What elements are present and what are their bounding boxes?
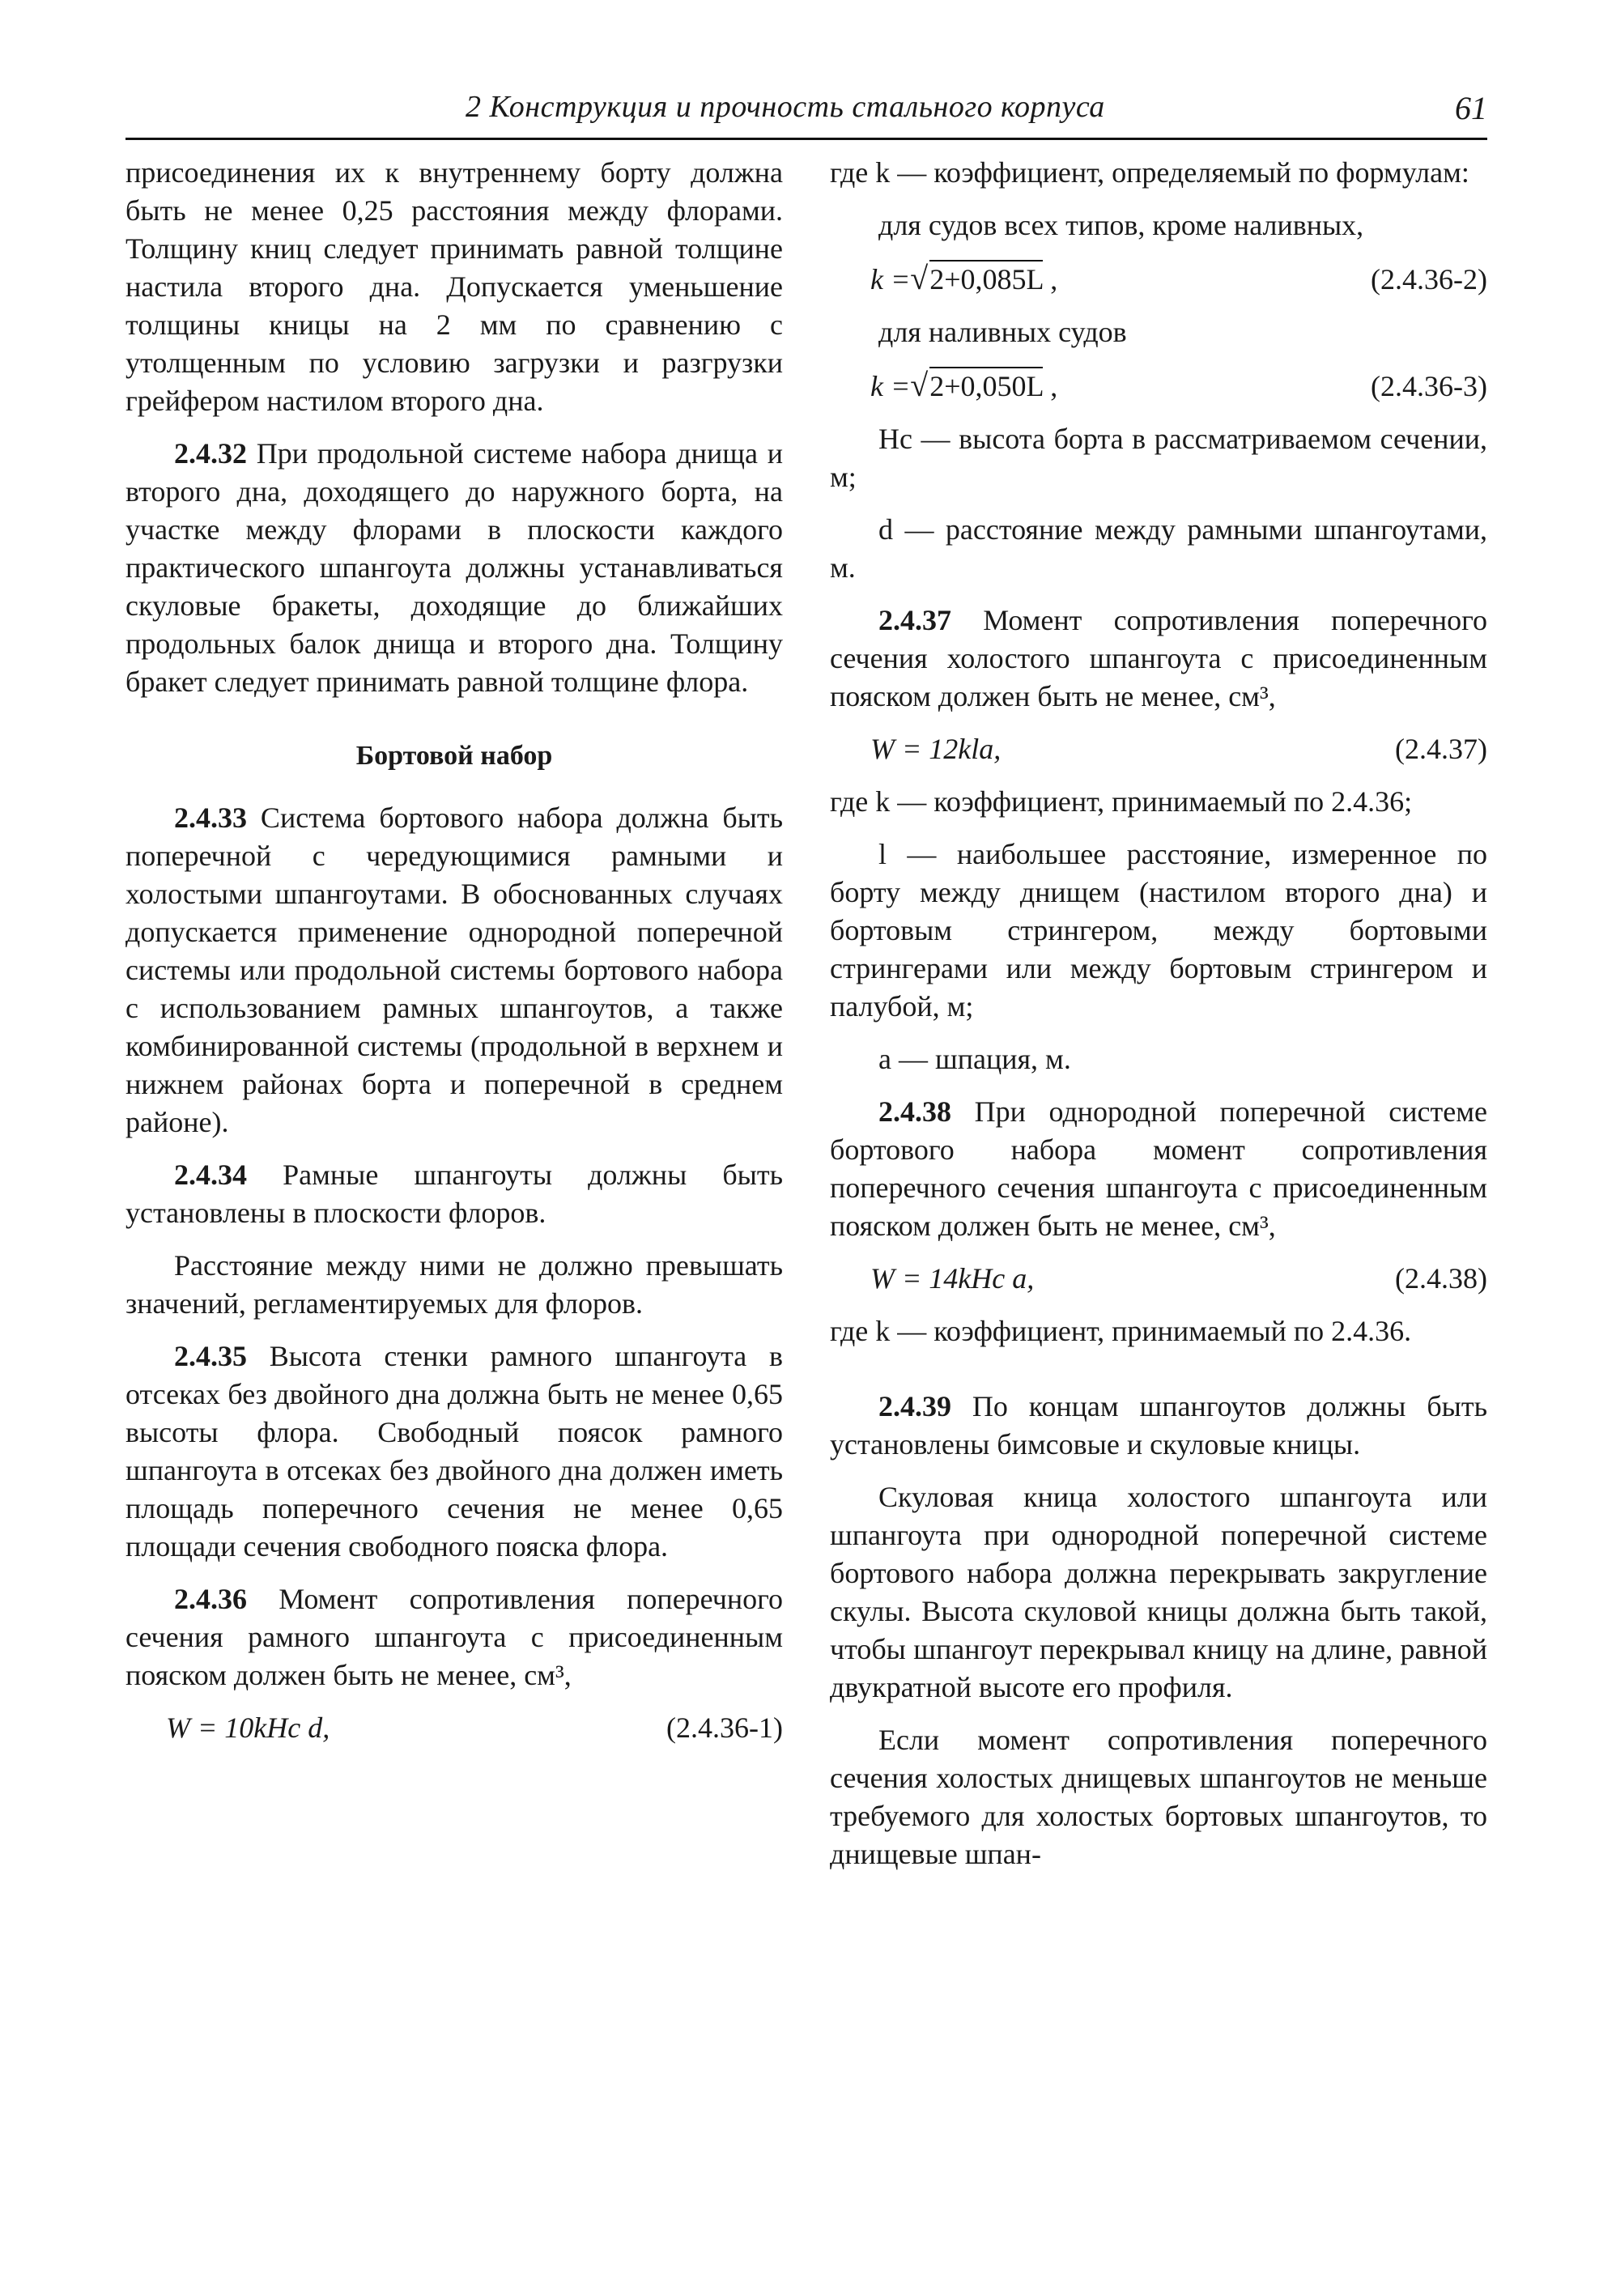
formula-lhs: k =: [870, 263, 911, 296]
section-2-4-33: [125, 799, 783, 1142]
section-number: 2.4.32: [174, 437, 247, 470]
left-column: [125, 154, 783, 1762]
paragraph: для судов всех типов, кроме наливных,: [878, 209, 1364, 241]
formula-2-4-36-2: [830, 259, 1487, 299]
definition: где k — коэффициент, принимаемый по 2.4.36;: [830, 785, 1413, 818]
formula-radicand: 2+0,085L: [929, 260, 1043, 296]
paragraph: Если момент сопротивления поперечного сечения холостых днищевых шпангоутов не меньше требуемого для холостых бортовых шпангоутов, то днищевые шпан-: [830, 1724, 1487, 1870]
section-text: По концам шпангоутов должны быть установлены бимсовые и скуловые кницы.: [830, 1390, 1487, 1461]
section-text: Момент сопротивления поперечного сечения холостого шпангоута с присоединенным пояском должен быть не менее, см³,: [830, 604, 1487, 712]
chapter-title: 2 Конструкция и прочность стального корпуса: [466, 90, 1105, 124]
definition: l — наибольшее расстояние, измеренное по борту между днищем (настилом второго дна) и бортовым стрингером, между бортовыми стрингерами или между бортовым стрингером и палубой, м;: [830, 838, 1487, 1023]
section-2-4-34: [125, 1156, 783, 1232]
section-2-4-38: [830, 1093, 1487, 1245]
formula-expression: W = 14kHс a,: [870, 1262, 1035, 1295]
section-number: 2.4.37: [878, 604, 951, 636]
formula-number: (2.4.36-1): [666, 1711, 783, 1744]
formula-expression: W = 12kla,: [870, 733, 1002, 765]
formula-radicand: 2+0,050L: [929, 367, 1043, 402]
definition: d — расстояние между рамными шпангоутами, м.: [830, 513, 1487, 584]
definition: где k — коэффициент, принимаемый по 2.4.36.: [830, 1315, 1412, 1347]
section-number: 2.4.39: [878, 1390, 951, 1422]
paragraph: Расстояние между ними не должно превышать значений, регламентируемых для флоров.: [125, 1249, 783, 1320]
section-2-4-32: [125, 435, 783, 701]
section-number: 2.4.35: [174, 1340, 247, 1372]
formula-2-4-36-1: [125, 1709, 783, 1747]
definition: Hс — высота борта в рассматриваемом сечении, м;: [830, 423, 1487, 493]
right-column: [830, 154, 1487, 1888]
formula-number: (2.4.36-3): [1371, 370, 1487, 402]
section-text: Высота стенки рамного шпангоута в отсеках без двойного дна должна быть не менее 0,65 высоты флора. Свободный поясок рамного шпангоута в отсеках без двойного дна должен иметь площадь поперечного сечения не менее 0,65 площади сечения свободного пояска флора.: [125, 1340, 783, 1563]
paragraph: где k — коэффициент, определяемый по формулам:: [830, 156, 1469, 189]
section-number: 2.4.34: [174, 1159, 247, 1191]
section-number: 2.4.36: [174, 1583, 247, 1615]
formula-expression: W = 10kHс d,: [166, 1711, 330, 1744]
section-2-4-37: [830, 602, 1487, 716]
paragraph: Скуловая кница холостого шпангоута или шпангоута при однородной поперечной системе бортового набора должна перекрывать закругление скулы. Высота скуловой кницы должна быть такой, чтобы шпангоут перекрывал кницу на длине, равной двукратной высоте его профиля.: [830, 1481, 1487, 1703]
formula-tail: ,: [1043, 263, 1058, 296]
section-text: Рамные шпангоуты должны быть установлены в плоскости флоров.: [125, 1159, 783, 1229]
formula-number: (2.4.37): [1395, 733, 1487, 765]
section-number: 2.4.33: [174, 801, 247, 834]
running-header: [125, 87, 1487, 140]
paragraph: для наливных судов: [878, 316, 1127, 348]
formula-number: (2.4.36-2): [1371, 263, 1487, 296]
formula-expression: [830, 366, 1057, 406]
section-2-4-36: [125, 1580, 783, 1694]
sqrt-icon: √: [910, 367, 929, 403]
formula-2-4-36-3: [830, 366, 1487, 406]
spacer: [830, 1365, 1487, 1388]
page-number: 61: [1455, 90, 1487, 126]
formula-expression: [830, 259, 1057, 299]
sqrt-icon: √: [910, 260, 929, 296]
formula-number: (2.4.38): [1395, 1262, 1487, 1295]
formula-2-4-37: [830, 730, 1487, 768]
section-text: При однородной поперечной системе бортового набора момент сопротивления поперечного сечения шпангоута с присоединенным пояском должен быть не менее, см³,: [830, 1095, 1487, 1242]
formula-2-4-38: [830, 1260, 1487, 1298]
definition: a — шпация, м.: [878, 1043, 1071, 1075]
section-2-4-39: [830, 1388, 1487, 1464]
section-text: Система бортового набора должна быть поперечной с чередующимися рамными и холостыми шпангоутами. В обоснованных случаях допускается применение однородной поперечной системы или продольной системы бортового набора с использованием рамных шпангоутов, а также комбинированной системы (продольной в верхнем и нижнем районах борта и поперечной в среднем районе).: [125, 801, 783, 1138]
section-2-4-35: [125, 1337, 783, 1566]
section-text: Момент сопротивления поперечного сечения рамного шпангоута с присоединенным пояском должен быть не менее, см³,: [125, 1583, 783, 1691]
section-text: При продольной системе набора днища и второго дна, доходящего до наружного борта, на участке между флорами в плоскости каждого практического шпангоута должны устанавливаться скуловые бракеты, доходящие до ближайших продольных балок днища и второго дна. Толщину бракет следует принимать равной толщине флора.: [125, 437, 783, 698]
section-heading: Бортовой набор: [355, 741, 553, 771]
section-number: 2.4.38: [878, 1095, 951, 1128]
formula-tail: ,: [1043, 370, 1058, 402]
formula-lhs: k =: [870, 370, 911, 402]
paragraph-continuation: присоединения их к внутреннему борту должна быть не менее 0,25 расстояния между флорами. Толщину книц следует принимать равной толщине настила второго дна. Допускается уменьшение толщины кницы на 2 мм по сравнению с утолщенным по условию загрузки и разгрузки грейфером настилом второго дна.: [125, 156, 783, 417]
